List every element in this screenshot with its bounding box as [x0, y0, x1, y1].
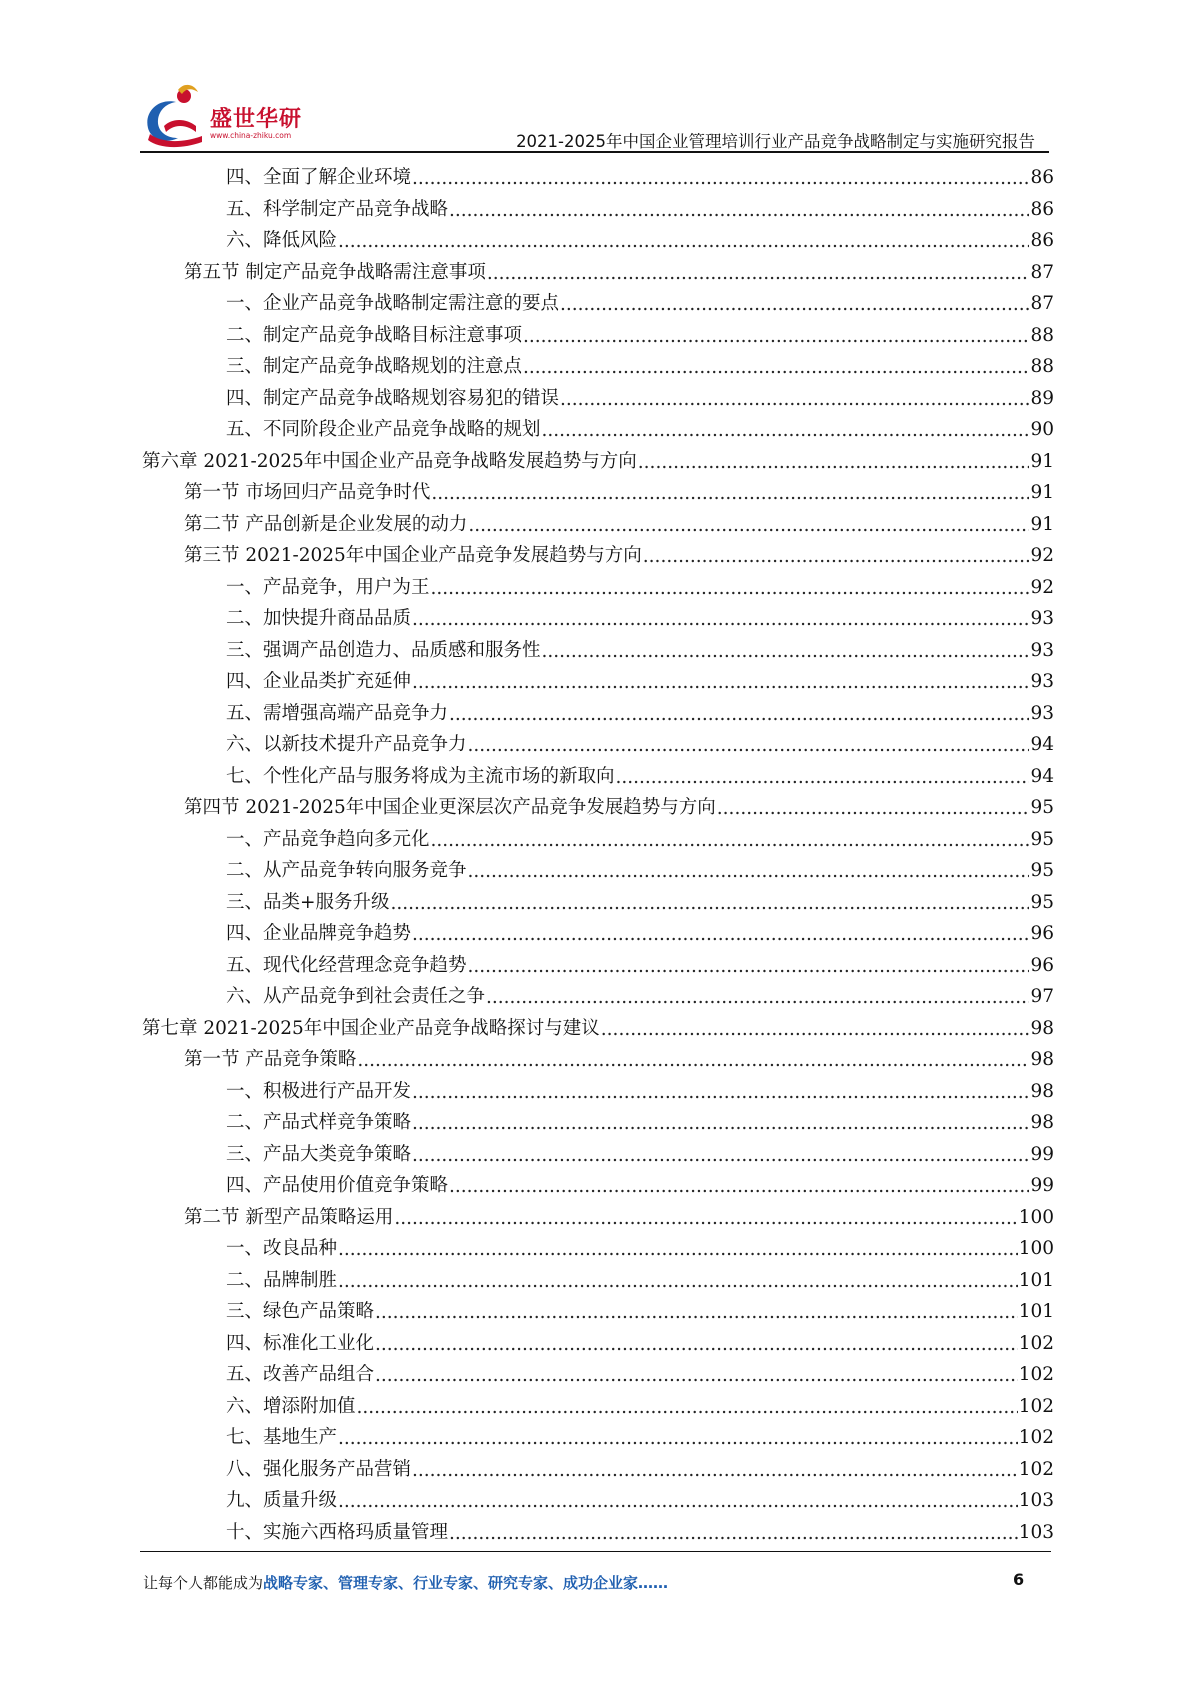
toc-entry-page: 101	[1018, 1269, 1054, 1291]
toc-entry-label: 四、制定产品竞争战略规划容易犯的错误	[226, 387, 560, 409]
toc-entry-page: 96	[1030, 923, 1054, 944]
toc-entry-label: 二、制定产品竞争战略目标注意事项	[226, 324, 523, 346]
toc-entry-page: 98	[1030, 1017, 1054, 1039]
toc-entry[interactable]	[142, 950, 1054, 982]
toc-entry[interactable]	[142, 1170, 1054, 1202]
toc-entry[interactable]	[142, 1202, 1054, 1234]
toc-entry-label: 第一节 市场回归产品竞争时代	[184, 482, 431, 503]
toc-entry[interactable]	[142, 414, 1054, 446]
toc-entry-page: 86	[1030, 230, 1054, 251]
toc-entry-page: 103	[1018, 1521, 1054, 1543]
toc-entry-page: 92	[1030, 576, 1054, 598]
toc-dot-leader	[338, 1266, 1018, 1298]
toc-dot-leader	[431, 825, 1030, 857]
toc-entry-label: 四、全面了解企业环境	[226, 167, 412, 188]
toc-entry-label: 第六章 2021-2025年中国企业产品竞争战略发展趋势与方向	[142, 450, 637, 472]
toc-entry-label: 五、改善产品组合	[226, 1364, 375, 1385]
toc-entry[interactable]	[142, 666, 1054, 698]
toc-dot-leader	[338, 1423, 1018, 1455]
toc-dot-leader	[375, 1329, 1018, 1361]
toc-dot-leader	[412, 667, 1029, 699]
toc-entry-page: 93	[1030, 671, 1054, 692]
toc-dot-leader	[449, 699, 1029, 731]
toc-entry[interactable]	[142, 1296, 1054, 1328]
toc-entry-label: 第一节 产品竞争策略	[184, 1049, 357, 1070]
toc-entry-label: 二、从产品竞争转向服务竞争	[226, 860, 467, 881]
toc-dot-leader	[431, 573, 1030, 605]
toc-entry[interactable]	[142, 1107, 1054, 1139]
toc-dot-leader	[523, 321, 1029, 353]
toc-entry-page: 89	[1030, 387, 1054, 409]
toc-dot-leader	[542, 636, 1030, 668]
toc-entry-label: 第二节 新型产品策略运用	[184, 1206, 394, 1228]
toc-entry-label: 四、企业品类扩充延伸	[226, 671, 412, 692]
toc-entry[interactable]	[142, 383, 1054, 415]
toc-entry[interactable]	[142, 1517, 1054, 1549]
toc-entry-label: 五、不同阶段企业产品竞争战略的规划	[226, 419, 541, 440]
toc-entry[interactable]	[142, 225, 1054, 257]
toc-entry-label: 六、从产品竞争到社会责任之争	[226, 986, 486, 1007]
toc-dot-leader	[717, 793, 1030, 825]
toc-dot-leader	[338, 1486, 1018, 1518]
toc-dot-leader	[338, 226, 1029, 258]
footer-divider	[140, 1551, 1051, 1552]
toc-entry-page: 93	[1030, 639, 1054, 661]
footer-slogan-roles: 战略专家、管理专家、行业专家、研究专家、成功企业家……	[263, 1574, 669, 1592]
toc-entry[interactable]	[142, 1359, 1054, 1391]
toc-entry[interactable]	[142, 635, 1054, 667]
toc-entry[interactable]	[142, 1422, 1054, 1454]
toc-entry[interactable]	[142, 1139, 1054, 1171]
toc-dot-leader	[375, 1360, 1018, 1392]
toc-entry-page: 92	[1030, 545, 1054, 566]
toc-entry-label: 二、加快提升商品品质	[226, 608, 412, 629]
toc-entry-page: 98	[1030, 1080, 1054, 1102]
toc-entry[interactable]	[142, 320, 1054, 352]
toc-dot-leader	[560, 289, 1029, 321]
toc-dot-leader	[412, 1140, 1029, 1172]
toc-entry-page: 99	[1030, 1143, 1054, 1165]
toc-dot-leader	[357, 1392, 1018, 1424]
toc-dot-leader	[601, 1014, 1030, 1046]
toc-entry-page: 87	[1030, 261, 1054, 283]
toc-entry-label: 三、品类+服务升级	[226, 891, 390, 913]
toc-entry-label: 六、以新技术提升产品竞争力	[226, 734, 467, 755]
toc-entry-page: 99	[1030, 1175, 1054, 1196]
toc-dot-leader	[487, 258, 1030, 290]
toc-entry-page: 98	[1030, 1049, 1054, 1070]
toc-entry-page: 94	[1030, 734, 1054, 755]
toc-entry[interactable]	[142, 824, 1054, 856]
toc-entry-label: 一、产品竞争趋向多元化	[226, 828, 430, 850]
toc-entry-page: 88	[1030, 356, 1054, 377]
toc-entry[interactable]	[142, 1044, 1054, 1076]
toc-entry[interactable]	[142, 729, 1054, 761]
toc-entry-label: 二、品牌制胜	[226, 1269, 338, 1291]
toc-entry[interactable]	[142, 509, 1054, 541]
toc-dot-leader	[412, 919, 1029, 951]
toc-entry-page: 97	[1030, 986, 1054, 1007]
toc-entry[interactable]	[142, 855, 1054, 887]
toc-entry-label: 第三节 2021-2025年中国企业产品竞争发展趋势与方向	[184, 545, 642, 566]
toc-dot-leader	[412, 604, 1029, 636]
toc-dot-leader	[391, 888, 1030, 920]
toc-entry-label: 三、绿色产品策略	[226, 1301, 375, 1322]
toc-entry-page: 95	[1030, 891, 1054, 913]
toc-dot-leader	[449, 195, 1029, 227]
toc-dot-leader	[468, 510, 1029, 542]
toc-entry-label: 第二节 产品创新是企业发展的动力	[184, 513, 468, 535]
toc-dot-leader	[357, 1045, 1029, 1077]
toc-dot-leader	[638, 447, 1030, 479]
toc-entry-page: 102	[1018, 1427, 1054, 1448]
toc-dot-leader	[338, 1234, 1018, 1266]
toc-entry-label: 第五节 制定产品竞争战略需注意事项	[184, 261, 486, 283]
toc-dot-leader	[616, 762, 1030, 794]
toc-entry-page: 87	[1030, 293, 1054, 314]
toc-entry[interactable]	[142, 792, 1054, 824]
header-divider	[140, 151, 1049, 153]
report-title: 2021-2025年中国企业管理培训行业产品竞争战略制定与实施研究报告	[516, 132, 1035, 151]
toc-entry-label: 七、基地生产	[226, 1427, 338, 1448]
toc-dot-leader	[412, 1455, 1018, 1487]
toc-entry[interactable]	[142, 887, 1054, 919]
toc-entry-label: 十、实施六西格玛质量管理	[226, 1521, 449, 1543]
toc-entry[interactable]	[142, 1076, 1054, 1108]
toc-dot-leader	[412, 163, 1029, 195]
toc-entry[interactable]	[142, 1265, 1054, 1297]
toc-entry-label: 一、改良品种	[226, 1238, 338, 1259]
toc-entry-page: 91	[1030, 450, 1054, 472]
toc-dot-leader	[468, 730, 1030, 762]
toc-entry-page: 93	[1030, 608, 1054, 629]
toc-entry[interactable]	[142, 351, 1054, 383]
toc-dot-leader	[468, 951, 1030, 983]
toc-entry-label: 三、制定产品竞争战略规划的注意点	[226, 356, 523, 377]
toc-entry[interactable]	[142, 1485, 1054, 1517]
toc-entry-page: 101	[1018, 1301, 1054, 1322]
toc-entry[interactable]	[142, 257, 1054, 289]
toc-dot-leader	[542, 415, 1030, 447]
toc-entry[interactable]	[142, 1391, 1054, 1423]
toc-dot-leader	[523, 352, 1029, 384]
toc-entry-page: 91	[1030, 482, 1054, 503]
toc-entry[interactable]	[142, 162, 1054, 194]
toc-entry-label: 第七章 2021-2025年中国企业产品竞争战略探讨与建议	[142, 1017, 600, 1039]
toc-entry-page: 102	[1018, 1364, 1054, 1385]
toc-dot-leader	[486, 982, 1029, 1014]
toc-entry[interactable]	[142, 446, 1054, 478]
toc-entry-page: 103	[1018, 1490, 1054, 1511]
toc-dot-leader	[412, 1108, 1029, 1140]
toc-dot-leader	[431, 478, 1029, 510]
toc-entry[interactable]	[142, 918, 1054, 950]
toc-entry[interactable]	[142, 1454, 1054, 1486]
toc-entry[interactable]	[142, 1233, 1054, 1265]
toc-entry-page: 86	[1030, 167, 1054, 188]
toc-entry-page: 94	[1030, 765, 1054, 787]
toc-entry[interactable]	[142, 1328, 1054, 1360]
toc-entry-label: 一、产品竞争，用户为王	[226, 576, 430, 598]
page-header	[0, 0, 1191, 160]
toc-entry-label: 五、现代化经营理念竞争趋势	[226, 954, 467, 976]
toc-dot-leader	[449, 1518, 1018, 1550]
toc-dot-leader	[468, 856, 1030, 888]
toc-entry-page: 100	[1018, 1238, 1054, 1259]
toc-entry-page: 95	[1030, 860, 1054, 881]
toc-dot-leader	[412, 1077, 1029, 1109]
toc-entry-page: 88	[1030, 324, 1054, 346]
toc-entry-page: 90	[1030, 419, 1054, 440]
toc-entry[interactable]	[142, 603, 1054, 635]
toc-entry-page: 102	[1018, 1458, 1054, 1480]
table-of-contents	[142, 162, 1054, 1548]
toc-dot-leader	[560, 384, 1029, 416]
toc-entry-label: 四、标准化工业化	[226, 1332, 375, 1354]
toc-entry-label: 六、降低风险	[226, 230, 338, 251]
toc-entry-page: 95	[1030, 797, 1054, 818]
toc-entry-label: 五、需增强高端产品竞争力	[226, 702, 449, 724]
logo-name: 盛世华研	[210, 107, 303, 132]
toc-entry-page: 86	[1030, 198, 1054, 220]
toc-dot-leader	[449, 1171, 1029, 1203]
toc-entry[interactable]	[142, 761, 1054, 793]
toc-entry-label: 一、企业产品竞争战略制定需注意的要点	[226, 293, 560, 314]
toc-entry[interactable]	[142, 1013, 1054, 1045]
toc-entry-page: 102	[1018, 1332, 1054, 1354]
toc-entry-label: 五、科学制定产品竞争战略	[226, 198, 449, 220]
footer-page-number: 6	[1013, 1570, 1025, 1589]
footer-slogan-lead: 让每个人都能成为	[143, 1574, 264, 1592]
toc-dot-leader	[643, 541, 1030, 573]
toc-entry-label: 三、产品大类竞争策略	[226, 1143, 412, 1165]
toc-entry-label: 四、企业品牌竞争趋势	[226, 923, 412, 944]
toc-entry-label: 四、产品使用价值竞争策略	[226, 1175, 449, 1196]
logo-url: www.china-zhiku.com	[210, 131, 292, 140]
toc-entry-label: 第四节 2021-2025年中国企业更深层次产品竞争发展趋势与方向	[184, 797, 716, 818]
toc-entry-label: 九、质量升级	[226, 1490, 338, 1511]
toc-entry[interactable]	[142, 540, 1054, 572]
toc-dot-leader	[394, 1203, 1017, 1235]
footer-slogan	[143, 1572, 668, 1593]
toc-entry[interactable]	[142, 572, 1054, 604]
toc-entry-page: 98	[1030, 1112, 1054, 1133]
toc-entry[interactable]	[142, 194, 1054, 226]
toc-entry-label: 六、增添附加值	[226, 1395, 356, 1417]
toc-entry-page: 91	[1030, 513, 1054, 535]
toc-entry-page: 96	[1030, 954, 1054, 976]
toc-entry-label: 二、产品式样竞争策略	[226, 1112, 412, 1133]
toc-entry-label: 一、积极进行产品开发	[226, 1080, 412, 1102]
toc-entry-page: 95	[1030, 828, 1054, 850]
toc-entry[interactable]	[142, 477, 1054, 509]
toc-entry[interactable]	[142, 288, 1054, 320]
toc-entry-label: 三、强调产品创造力、品质感和服务性	[226, 639, 541, 661]
toc-entry-label: 八、强化服务产品营销	[226, 1458, 412, 1480]
toc-entry[interactable]	[142, 698, 1054, 730]
toc-dot-leader	[375, 1297, 1018, 1329]
toc-entry[interactable]	[142, 981, 1054, 1013]
toc-entry-page: 102	[1018, 1395, 1054, 1417]
toc-entry-page: 93	[1030, 702, 1054, 724]
toc-entry-label: 七、个性化产品与服务将成为主流市场的新取向	[226, 765, 615, 787]
toc-entry-page: 100	[1018, 1206, 1054, 1228]
